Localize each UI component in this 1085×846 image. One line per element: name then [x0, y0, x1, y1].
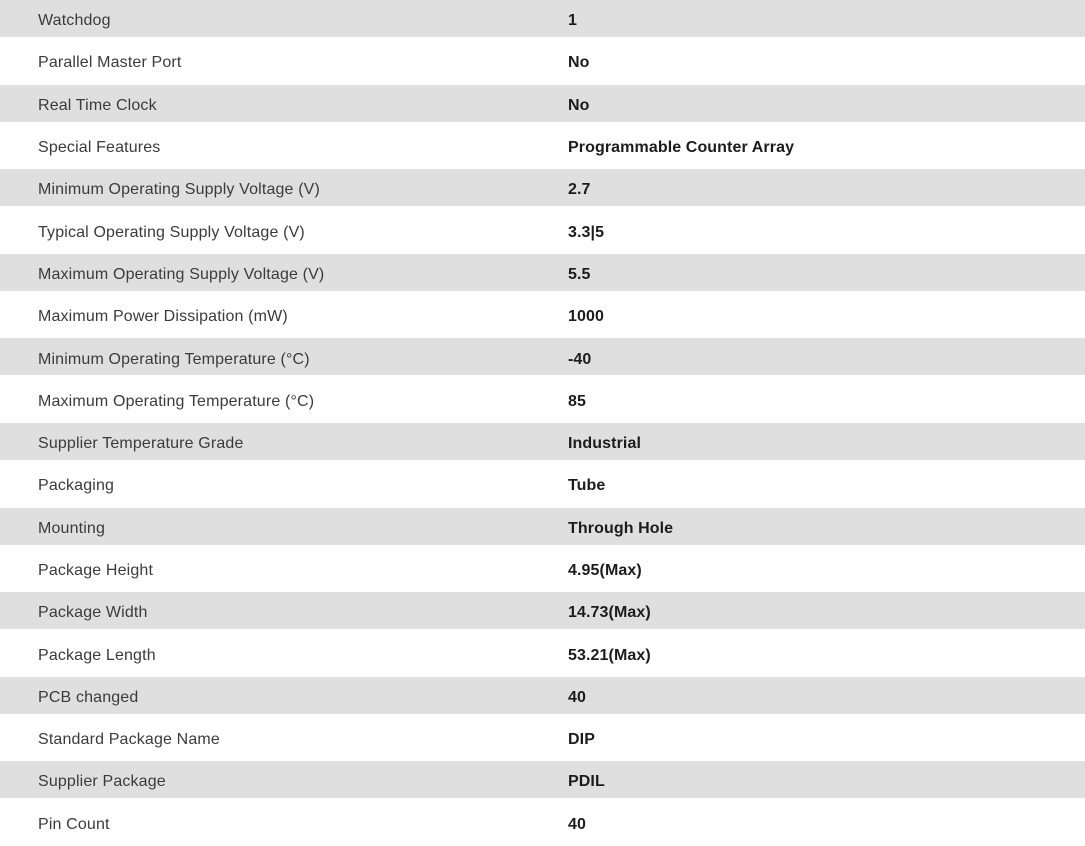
row-value: 85	[568, 392, 586, 410]
row-value: 40	[568, 688, 586, 706]
row-label: Supplier Package	[38, 773, 166, 791]
table-row	[0, 169, 1085, 211]
row-label: PCB changed	[38, 688, 139, 706]
table-row	[0, 550, 1085, 592]
table-row	[0, 211, 1085, 253]
row-value: Industrial	[568, 435, 642, 453]
table-row	[0, 592, 1085, 634]
row-value: DIP	[568, 731, 595, 749]
row-value: 5.5	[568, 265, 591, 283]
row-label: Supplier Temperature Grade	[38, 435, 244, 453]
row-label: Special Features	[38, 139, 161, 157]
table-row	[0, 127, 1085, 169]
row-value: 3.3|5	[568, 223, 605, 241]
row-label: Minimum Operating Supply Voltage (V)	[38, 181, 320, 199]
table-row	[0, 0, 1085, 42]
row-value: Through Hole	[568, 519, 674, 537]
table-row	[0, 254, 1085, 296]
row-value: 4.95(Max)	[568, 562, 642, 579]
row-label: Parallel Master Port	[38, 54, 182, 72]
row-value: PDIL	[568, 773, 605, 791]
row-label: Real Time Clock	[38, 96, 157, 114]
row-value: 1	[568, 12, 577, 30]
row-label: Maximum Operating Supply Voltage (V)	[38, 265, 325, 283]
row-label: Package Length	[38, 646, 156, 664]
table-row	[0, 42, 1085, 84]
row-value: 40	[568, 815, 586, 833]
row-label: Standard Package Name	[38, 731, 220, 749]
row-label: Packaging	[38, 477, 115, 495]
table-row	[0, 719, 1085, 761]
row-value: -40	[568, 350, 592, 368]
table-row	[0, 804, 1085, 846]
row-value: Tube	[568, 477, 606, 495]
table-row	[0, 761, 1085, 803]
row-label: Mounting	[38, 519, 106, 537]
row-label: Package Width	[38, 604, 148, 622]
table-row	[0, 423, 1085, 465]
table-row	[0, 465, 1085, 507]
row-value: 14.73(Max)	[568, 604, 651, 622]
row-label: Minimum Operating Temperature (°C)	[38, 350, 310, 368]
row-label: Typical Operating Supply Voltage (V)	[38, 223, 305, 241]
row-label: Maximum Operating Temperature (°C)	[38, 392, 315, 410]
row-value: 1000	[568, 308, 604, 326]
row-label: Maximum Power Dissipation (mW)	[38, 308, 288, 326]
row-value: 53.21(Max)	[568, 646, 651, 664]
table-row	[0, 381, 1085, 423]
row-value: 2.7	[568, 181, 591, 199]
table-row	[0, 85, 1085, 127]
row-value: No	[568, 96, 590, 114]
table-row	[0, 508, 1085, 550]
row-label: Pin Count	[38, 815, 110, 833]
table-row	[0, 338, 1085, 380]
row-label: Package Height	[38, 562, 154, 579]
table-row	[0, 634, 1085, 676]
row-value: No	[568, 54, 590, 72]
table-row	[0, 677, 1085, 719]
row-label: Watchdog	[38, 12, 111, 30]
row-value: Programmable Counter Array	[568, 139, 795, 157]
table-row	[0, 296, 1085, 338]
